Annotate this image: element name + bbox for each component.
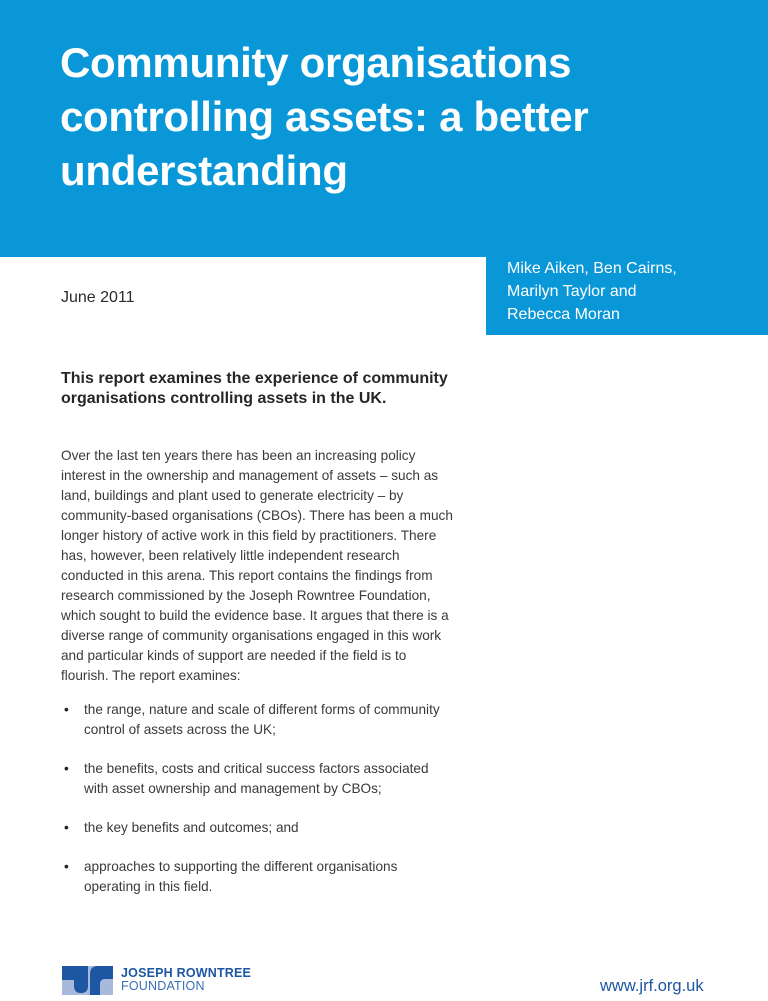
body-line: which sought to build the evidence base. It argues that there is a xyxy=(61,608,449,623)
body-line: land, buildings and plant used to generate electricity – by xyxy=(61,488,404,503)
authors xyxy=(507,257,677,326)
list-item xyxy=(61,818,481,838)
org-name xyxy=(121,967,251,993)
website-link[interactable]: www.jrf.org.uk xyxy=(600,977,704,995)
list-item-line: approaches to supporting the different organisations xyxy=(84,859,398,874)
body-line: community-based organisations (CBOs). There has been a much xyxy=(61,508,453,523)
body-paragraph xyxy=(61,446,481,686)
body-line: Over the last ten years there has been an increasing policy xyxy=(61,448,416,463)
list-item xyxy=(61,759,481,799)
examined-topics-list xyxy=(61,700,481,916)
title-line: understanding xyxy=(60,147,348,194)
bullet-icon: • xyxy=(64,702,69,717)
list-item-line: with asset ownership and management by CBOs; xyxy=(84,781,382,796)
bullet-icon: • xyxy=(64,820,69,835)
org-name-line1: JOSEPH ROWNTREE xyxy=(121,966,252,980)
body-line: diverse range of community organisations engaged in this work xyxy=(61,628,442,643)
report-title xyxy=(60,36,660,198)
body-line: has, however, been relatively little independent research xyxy=(61,548,400,563)
list-item xyxy=(61,700,481,740)
list-item-line: control of assets across the UK; xyxy=(84,722,276,737)
body-line: interest in the ownership and management of assets – such as xyxy=(61,468,439,483)
body-line: research commissioned by the Joseph Rowntree Foundation, xyxy=(61,588,431,603)
list-item-line: operating in this field. xyxy=(84,879,213,894)
bullet-icon: • xyxy=(64,859,69,874)
title-line: controlling assets: a better xyxy=(60,93,589,140)
body-line: conducted in this arena. This report contains the findings from xyxy=(61,568,433,583)
bullet-icon: • xyxy=(64,761,69,776)
org-name-line2: FOUNDATION xyxy=(121,979,205,993)
list-item xyxy=(61,857,481,897)
authors-line: Mike Aiken, Ben Cairns, xyxy=(507,260,677,277)
title-line: Community organisations xyxy=(60,39,572,86)
jrf-logo xyxy=(62,966,282,996)
intro-line: This report examines the experience of community xyxy=(61,370,448,387)
intro-summary xyxy=(61,369,481,409)
list-item-line: the range, nature and scale of different forms of community xyxy=(84,702,440,717)
authors-line: Rebecca Moran xyxy=(507,306,620,323)
body-line: flourish. The report examines: xyxy=(61,668,241,683)
list-item-line: the key benefits and outcomes; and xyxy=(84,820,299,835)
publication-date: June 2011 xyxy=(61,289,135,306)
jrf-logo-icon xyxy=(62,966,113,995)
authors-line: Marilyn Taylor and xyxy=(507,283,637,300)
body-line: and particular kinds of support are needed if the field is to xyxy=(61,648,407,663)
intro-line: organisations controlling assets in the UK. xyxy=(61,390,387,407)
body-line: longer history of active work in this field by practitioners. There xyxy=(61,528,437,543)
authors-box xyxy=(486,257,768,335)
header-banner xyxy=(0,0,768,257)
list-item-line: the benefits, costs and critical success factors associated xyxy=(84,761,429,776)
